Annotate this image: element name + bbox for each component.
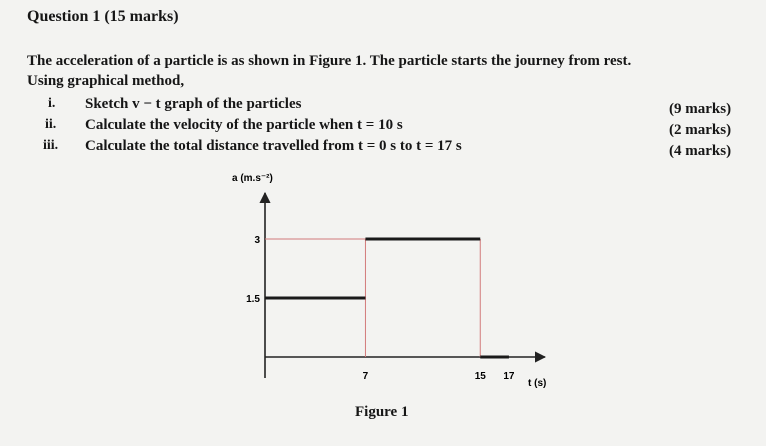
question-intro-line-1: The acceleration of a particle is as shown in Figure 1. The particle starts the journey from rest. [27,53,632,69]
part-1-text: Sketch v − t graph of the particles [85,96,302,112]
y-tick-label: 3 [254,235,260,247]
question-title: Question 1 (15 marks) [27,8,179,25]
part-2-marks: (2 marks) [669,122,732,138]
x-axis-label: t (s) [528,378,547,389]
part-2-text: Calculate the velocity of the particle when t = 10 s [85,117,403,133]
part-1-marks: (9 marks) [669,101,732,117]
y-tick-label: 1.5 [246,294,260,306]
part-3-number: iii. [43,138,59,153]
x-tick-label: 7 [362,371,369,382]
part-2-number: ii. [45,117,57,132]
x-tick-label: 17 [503,371,515,382]
question-intro-line-2: Using graphical method, [27,73,185,89]
figure-caption: Figure 1 [355,404,409,420]
part-3-text: Calculate the total distance travelled from t = 0 s to t = 17 s [85,138,462,154]
x-tick-label: 15 [474,371,486,382]
part-3-marks: (4 marks) [669,143,732,159]
part-1-number: i. [48,96,56,111]
y-axis-label: a (m.s⁻²) [232,173,273,184]
